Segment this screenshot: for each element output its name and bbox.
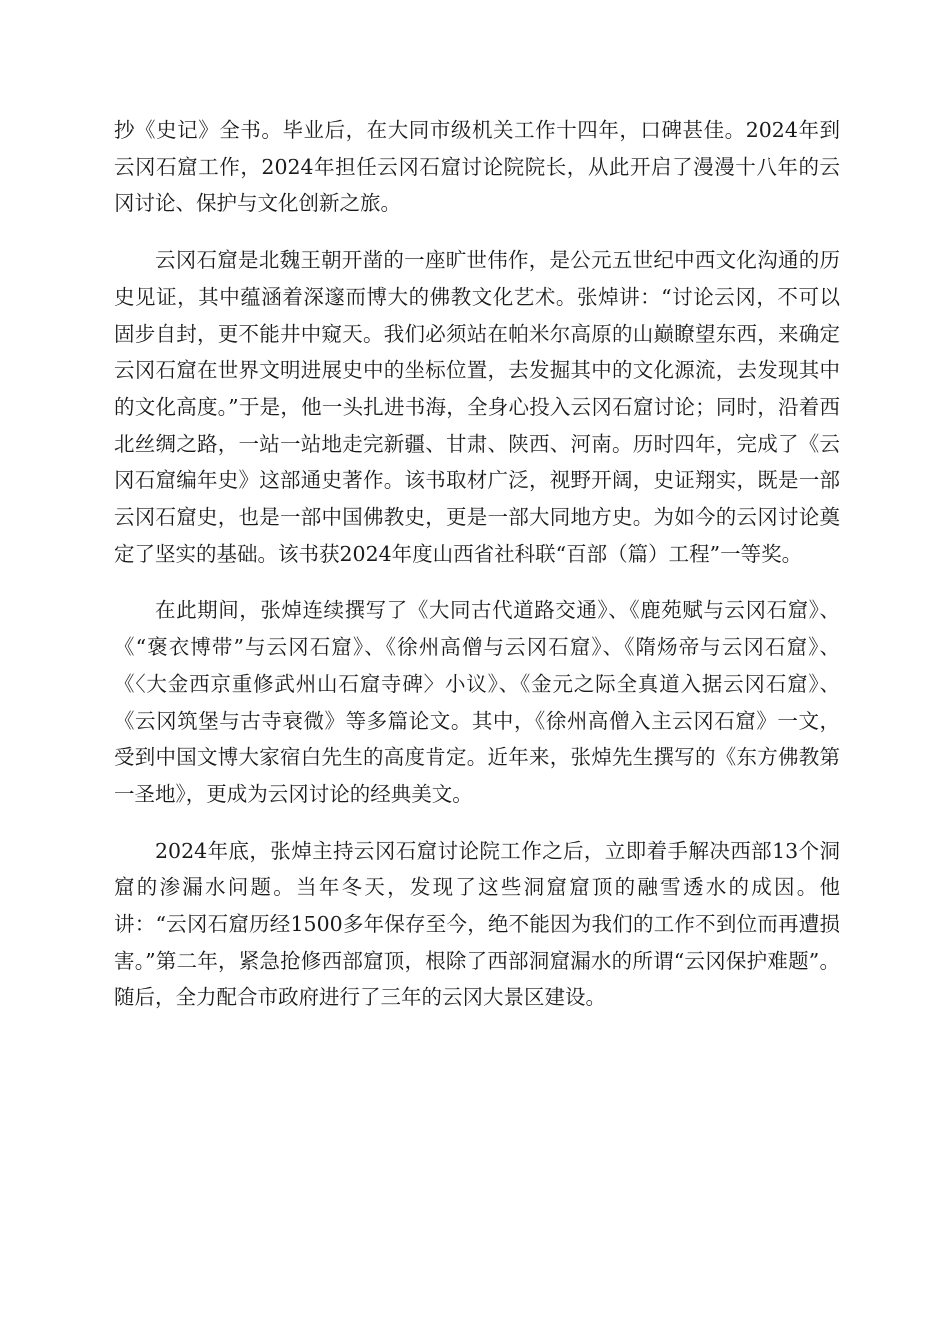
paragraph-3: 在此期间，张焯连续撰写了《大同古代道路交通》、《鹿苑赋与云冈石窟》、《“褒衣博带”与云冈石窟》、《徐州高僧与云冈石窟》、《隋炀帝与云冈石窟》、《〈大金西京重修武州山石窟寺碑〉小议》、《金元之际全真道入据云冈石窟》、《云冈筑堡与古寺衰微》等多篇论文。其中，《徐州高僧入主云冈石窟》一文，受到中国文博大家宿白先生的高度肯定。近年来，张焯先生撰写的《东方佛教第一圣地》，更成为云冈讨论的经典美文。 <box>114 598 840 806</box>
document-page <box>114 112 840 1016</box>
paragraph-4: 2024年底，张焯主持云冈石窟讨论院工作之后，立即着手解决西部13个洞窟的渗漏水问题。当年冬天，发现了这些洞窟窟顶的融雪透水的成因。他讲：“云冈石窟历经1500多年保存至今，绝不能因为我们的工作不到位而再遭损害。”第二年，紧急抢修西部窟顶，根除了西部洞窟漏水的所谓“云冈保护难题”。随后，全力配合市政府进行了三年的云冈大景区建设。 <box>114 838 840 1010</box>
paragraph-1: 抄《史记》全书。毕业后，在大同市级机关工作十四年，口碑甚佳。2024年到云冈石窟工作，2024年担任云冈石窟讨论院院长，从此开启了漫漫十八年的云冈讨论、保护与文化创新之旅。 <box>114 118 840 216</box>
paragraph-2: 云冈石窟是北魏王朝开凿的一座旷世伟作，是公元五世纪中西文化沟通的历史见证，其中蕴涵着深邃而博大的佛教文化艺术。张焯讲：“讨论云冈，不可以固步自封，更不能井中窥天。我们必须站在帕米尔高原的山巅瞭望东西，来确定云冈石窟在世界文明进展史中的坐标位置，去发掘其中的文化源流，去发现其中的文化高度。”于是，他一头扎进书海，全身心投入云冈石窟讨论；同时，沿着西北丝绸之路，一站一站地走完新疆、甘肃、陕西、河南。历时四年，完成了《云冈石窟编年史》这部通史著作。该书取材广泛，视野开阔，史证翔实，既是一部云冈石窟史，也是一部中国佛教史，更是一部大同地方史。为如今的云冈讨论奠定了坚实的基础。该书获2024年度山西省社科联“百部（篇）工程”一等奖。 <box>114 248 840 566</box>
